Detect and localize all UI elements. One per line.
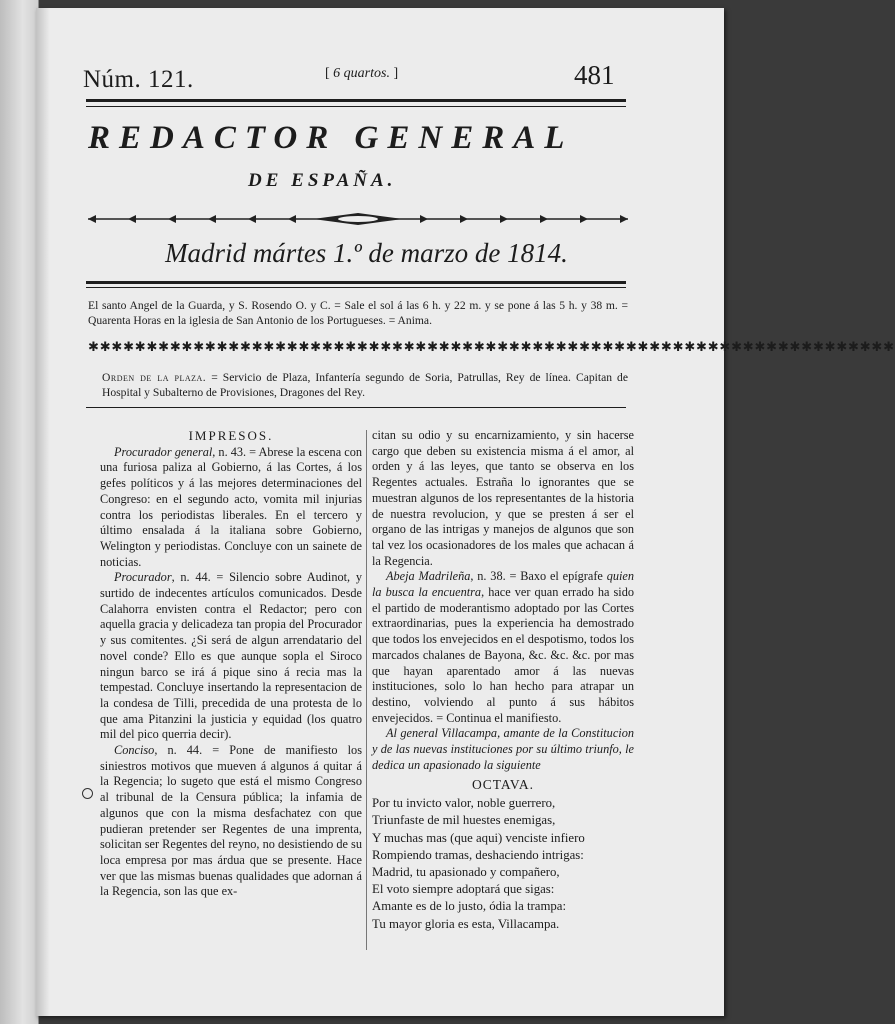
article-text: , n. 43. = Abrese la escena con una furiosa paliza al Gobierno, á las Cortes, á los gefes políticos y á las mejores determinaciones del Congreso: en el segundo acto, vomita mil injurias contra los periodistas liberales. En el tercero y último ensalada á la italiana sobre Gobierno, Welington y periodistas. Concluye con un sainete de noticias. (100, 444, 362, 569)
price-label: [ 6 quartos. ] (325, 66, 399, 81)
dateline-text: Madrid mártes 1.º de marzo de 1814. (165, 238, 568, 268)
poem-line: El voto siempre adoptará que sigas: (372, 882, 555, 897)
article-text: , n. 44. = Pone de manifiesto los siniestros motivos que mueven á algunos á quitar á la Regencia; lo sugeto que está el mismo Congreso al tribunal de la Censura pública; la infamia de algunos que con la misma desfachatez con que pudieran pretender ser Regentes de una imprenta, solicitan ser Regentes del reyno, no desistiendo de su loca empresa por mas árdua que se presente. Hace ver que las mismas buenas qualidades que adornan á la Regencia, son las que ex- (100, 743, 362, 899)
article-text: , hace ver quan errado ha sido el partido de moderantismo adoptado por las Cortes extraordinarias, pues la experiencia ha demostrado que todos los envejecidos en el despotismo, todos los marcados chalanes de Bayona, &c. &c. &c. por mas que hayan aparentado amor á las nuevas instituciones, solo lo han hecho para atrapar un destino, volviendo al punto á sus hábitos envejecidos. = Continua el manifiesto. (372, 585, 634, 725)
article-epigraph: quien la busca la encuentra (372, 569, 635, 600)
article-text: , n. 44. = Silencio sobre Audinot, y surtido de indecentes artículos comunicados. Desde Calahorra envisten contra el Redactor; pero con aquella gracia y delicadeza tan propia del Procurador y sus comitentes. ¿Si será de algun arrendatario del novel conde? Ello es que aunque sopla el Siroco ningun barco se irá á pique sino á recia mas la tempestad. Concluye insertando la representacion de la condesa de Tilli, precedida de una protesta de lo que ama Pitanzini la justicia y equidad (los quatro mil del pico querria decir). (100, 570, 362, 742)
left-column (100, 428, 362, 900)
article-conciso (100, 743, 362, 900)
almanac-text: El santo Angel de la Guarda, y S. Rosendo O. y C. = Sale el sol á las 6 h. y 22 m. y se pone á las 5 h. y 38 m. = Quarenta Horas en la iglesia de San Antonio de los Portugueses. = Anima. (88, 299, 628, 327)
article-title: Procurador general (114, 444, 213, 459)
poem-line: Rompiendo tramas, deshaciendo intrigas: (372, 847, 584, 862)
poem-heading: OCTAVA. (471, 777, 535, 793)
article-title: Conciso (114, 743, 155, 758)
binding-hole-mark (82, 788, 93, 799)
section-rule (86, 407, 626, 408)
masthead-title: REDACTOR GENERAL (88, 120, 574, 156)
poem-line: Amante es de lo justo, ódia la trampa: (372, 899, 567, 914)
article-procurador-general (100, 445, 362, 571)
page-number: 481 (574, 60, 615, 90)
article-procurador (100, 570, 362, 743)
facing-page-edge (0, 0, 39, 1024)
article-abeja-madrilena (372, 569, 634, 726)
poem-verses (372, 795, 634, 933)
poem-line: Tu mayor gloria es esta, Villacampa. (372, 916, 560, 931)
orden-de-la-plaza (102, 370, 628, 400)
poem-dedication: Al general Villacampa, amante de la Constitucion y de las nuevas instituciones por su último triunfo, le dedica un apasionado la siguiente (372, 726, 634, 772)
masthead-subtitle: DE ESPAÑA. (248, 170, 397, 191)
article-text: , n. 38. = Baxo el epígrafe (470, 569, 607, 584)
poem-line: Por tu invicto valor, noble guerrero, (372, 796, 556, 811)
orden-text: = Servicio de Plaza, Infantería segundo de Soria, Patrullas, Rey de línea. Capitan de Hospital y Subalterno de Provisiones, Dragones del Rey. (102, 371, 628, 399)
article-continuation: citan su odio y su encarnizamiento, y sin hacerse cargo que deben su existencia misma á el amor, al orden y á las leyes, que tanto se observa en los Regentes actuales. Estraña lo ignorantes que se muestran algunos de los representantes de la historia de nuestra revolucion, y que se presten á ser el organo de las intrigas y manejos de algunos que son tal vez los ocasionadores de los males que achacan á la Regencia. (372, 428, 634, 568)
poem-line: Triunfaste de mil huestes enemigas, (372, 813, 556, 828)
dateline-rule-thin (86, 287, 626, 288)
article-title: Procurador (114, 570, 172, 585)
dateline-rule (86, 281, 626, 284)
article-title: Abeja Madrileña (386, 569, 471, 584)
ornamental-rule (88, 211, 628, 227)
dateline (0, 238, 733, 269)
issue-number: Núm. 121. (83, 66, 194, 93)
poem-line: Y muchas mas (que aqui) venciste infiero (372, 830, 585, 845)
top-rule (86, 99, 626, 102)
gutter-shadow (36, 8, 50, 1016)
poem-line: Madrid, tu apasionado y compañero, (372, 864, 560, 879)
right-column (372, 428, 634, 933)
top-rule-thin (86, 106, 626, 107)
column-divider (366, 430, 367, 950)
section-heading: IMPRESOS. (188, 428, 274, 443)
star-divider: ✱✱✱✱✱✱✱✱✱✱✱✱✱✱✱✱✱✱✱✱✱✱✱✱✱✱✱✱✱✱✱✱✱✱✱✱✱✱✱✱✱✱✱✱✱✱✱✱✱✱✱✱✱✱✱✱✱✱✱✱✱✱✱✱✱✱✱✱✱ (88, 339, 895, 354)
orden-label: Orden de la plaza. (102, 371, 207, 384)
price-text: 6 quartos. (333, 66, 390, 81)
